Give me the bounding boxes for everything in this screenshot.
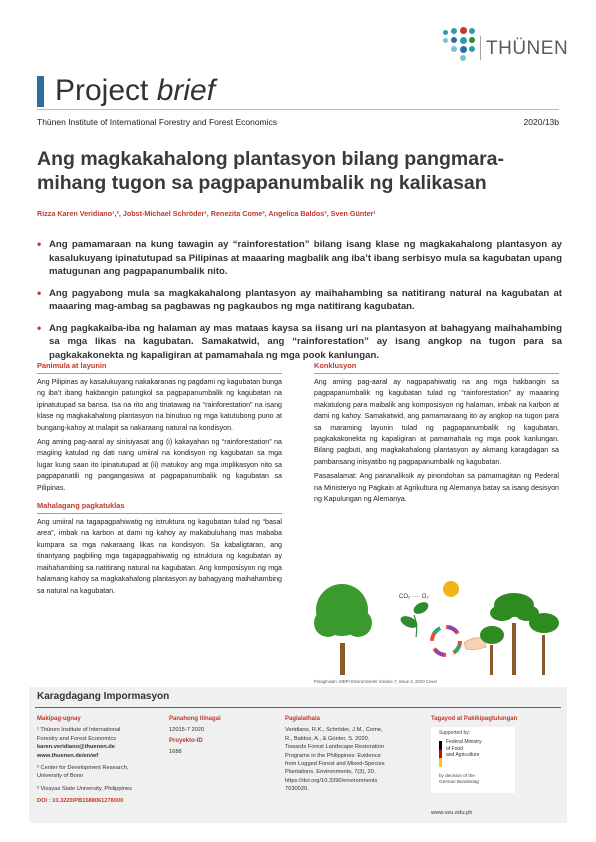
info-box <box>29 687 567 823</box>
info-rule <box>35 707 561 708</box>
co2-label: CO₂ ···· O₂ <box>399 594 429 600</box>
contact-email[interactable]: karen.veridiano@thuenen.de <box>37 744 115 751</box>
doi-link[interactable]: DOI : 10.3220/PB1588061278000 <box>37 798 124 805</box>
section-rule <box>314 373 559 374</box>
findings-paragraph: Ang umiiral na tagapagpahiwatig ng istruktura ng kagubatan tulad ng “basal area”, imbak na karbon at dami ng kahoy ay makabuluhang mas mababa kumpara sa mga nakaraang likas na kondisyon. Sa kabaligtaran, ang tinantyang pagbiling mga tagapagpahiwatig ng istruktura ng kagubatan ay maihahambing sa natitirang natural na kagubatan. Ang komposisyon ng mga halamang kahoy sa magkakahalong plantasyon ay bahagyang maihahambing sa natural na kagubatan. <box>37 518 282 595</box>
key-point: • Ang pamamaraan na kung tawagin ay “rainforestation” bilang isang klase ng magkakahalong plantasyon ay kasalukuyang ipinatutupad sa Pilipinas at maaaring magbalik ang iba’t ibang serbisyo mula sa kagubatan upang matugunan ang pagpapanumbalik nito. <box>37 238 562 279</box>
support-heading: Tagayod at Pakikipagtulungan <box>431 716 518 722</box>
intro-paragraph-2: Ang aming pag-aaral ay sinisiyasat ang (i) kakayahan ng “rainforestation” na magiing katulad ng dati nang umiiral na kondisyon ng kagubatan sa mga lugar kung saan ito ipinatutupad at (ii) matukoy ang mga implikasyon nito sa pagpapanatili ng pangangasiwa at pagpapanumbalik ng kagubatan sa Pilipinas. <box>37 438 282 492</box>
section-heading-findings: Mahalagang pagkatuklas <box>37 501 125 511</box>
document-number: 2020/13b <box>523 117 559 127</box>
thuenen-logo <box>441 26 591 66</box>
support-column <box>431 715 561 815</box>
cover-illustration <box>314 565 561 677</box>
logo-dots-icon <box>441 26 481 66</box>
info-heading: Karagdagang Impormasyon <box>37 691 170 702</box>
contact-heading: Makipag-ugnay <box>37 716 81 722</box>
duration-heading: Panahong itinagal <box>169 716 221 722</box>
section-heading-intro: Panimula at layunin <box>37 361 107 370</box>
conclusion-paragraph: Ang aming pag-aaral ay nagpapahiwatig na ang mga hakbangin sa pagpapanumbalik ng kagubatan tulad ng “rainforestation” ay maaaring makatulong para maibalik ang komposisyon ng halaman, imbak na karbon at dami ng kahoy. Samakatwid, ang pamamaraang ito ay angkop na tugon para sa maraming layunin tulad ng pagpapanumbalik ng kagubatan, pagkakakonekta ng kapaligiran at pamamahala ng mga pook kanlungan. Bilang pagbuti, ang magkakahalong plantasyon ay akmang karagdagan sa pambansang inisyatibo ng pagpapanumbalik ng kagubatan. <box>314 378 559 466</box>
project-id-value: 1688 <box>169 749 182 756</box>
publication-line: 7030020. <box>285 786 309 793</box>
institute-name: Thünen Institute of International Forestry and Forest Economics <box>37 117 278 127</box>
contact-line: ¹ Thünen Institute of International <box>37 727 121 734</box>
contact-website[interactable]: www.thuenen.de/en/wf <box>37 752 99 759</box>
publication-line: Veridiano, R.K., Schröder, J.M., Come, <box>285 727 383 734</box>
contact-column <box>37 715 162 806</box>
contact-line: ³ Visayas State University, Philippines <box>37 785 132 792</box>
publication-line: Towards Forest Landscape Restoration <box>285 744 384 751</box>
ministry-logo <box>431 727 515 793</box>
project-id-heading: Proyekto-ID <box>169 737 203 744</box>
contact-line: ² Center for Development Research, <box>37 765 129 772</box>
series-title-a: Project <box>55 74 149 107</box>
section-heading-conclusion: Konklusyon <box>314 361 357 370</box>
series-title-b: brief <box>156 74 216 107</box>
authors: Rizza Karen Veridiano¹,², Jobst-Michael Schröder¹, Renezita Come³, Angelica Baldos³, Sven Günter¹ <box>37 209 376 218</box>
key-point: • Ang pagyabong mula sa magkakahalong plantasyon ay maihahambing sa natitirang natural na kagubatan at maaaring mag-ambag sa pagbawas ng pagkaubos ng mga natitirang kagubatan. <box>37 287 562 314</box>
partner-website[interactable]: www.vsu.edu.ph <box>431 810 473 816</box>
duration-column <box>169 715 269 757</box>
header-rule <box>37 109 559 110</box>
german-flag-icon <box>439 741 442 767</box>
key-points <box>37 238 562 370</box>
intro-paragraph-1: Ang Pilipinas ay kasalukuyang nakakaranas ng pagdami ng kagubatan bunga ng iba’t ibang hakbangin patungkol sa pagpapanumbalik ng kagubatan na ipinatutupad sa bansa. Isa na rito ang tinatawag na “rainforestation” na isang klase ng magkakahalong plantasyon na binubuo ng mga katutubong puno at bungang-kahoy at malapit sa nakaraang natural na kondisyon. <box>37 378 282 432</box>
section-rule <box>37 373 282 374</box>
contact-line: University of Bonn <box>37 773 84 780</box>
publication-line: Programs in the Philippines: Evidence <box>285 752 381 759</box>
supported-by-label: Supported by: <box>439 730 471 736</box>
key-point: • Ang pagkakaiba-iba ng halaman ay mas mataas kaysa sa iisang uri na plantasyon at bahagyang maihahambing sa mga likas na kagubatan. Samakatwid, ang “rainforestation” ay isang angkop na tugon para sa pagkakakonekta ng kapaligiran at pamamahala ng mga pook kanlungan. <box>37 322 562 363</box>
ministry-name: Federal Ministry of Food and Agriculture <box>446 739 482 758</box>
figure-caption: Pinagmulan: MDPI Environments Volume 7, Issue 3, 2020 Cover <box>314 679 438 684</box>
publication-line: R., Baldos, A., & Günter, S. 2020. <box>285 735 370 742</box>
publication-line: from Logged Forest and Mixed-Species <box>285 761 385 768</box>
publication-doi-link[interactable]: https://doi.org/10.3390/environments <box>285 777 378 784</box>
ministry-note: by decision of the German Bundestag <box>439 773 479 784</box>
publication-heading: Paglalathala <box>285 716 321 722</box>
contact-line: Forestry and Forest Economics <box>37 735 117 742</box>
left-column <box>37 360 282 600</box>
logo-separator <box>480 36 481 60</box>
publication-line: Plantations. Environments, 7(3), 20. <box>285 769 376 776</box>
series-accent-bar <box>37 76 44 107</box>
section-rule <box>37 513 282 514</box>
right-column <box>314 360 559 508</box>
duration-value: 12015-7 2020 <box>169 727 205 734</box>
page-title <box>37 147 562 195</box>
title-line-2: mihang tugon sa pagpapanumbalik ng kalikasan <box>37 172 487 194</box>
acknowledgement-paragraph: Pasasalamat: Ang pananaliksik ay pinondohan sa pamamagitan ng Pederal na Ministeryo ng Pagkain at Agrikultura ng Alemanya batay sa isang desisyon ng Kapulungan ng Alemanya. <box>314 472 559 504</box>
brand-name: THÜNEN <box>486 38 569 59</box>
publication-column <box>285 715 415 794</box>
series-title <box>55 74 215 108</box>
title-line-1: Ang magkakahalong plantasyon bilang pangmara- <box>37 148 505 170</box>
sun-icon <box>443 581 459 597</box>
